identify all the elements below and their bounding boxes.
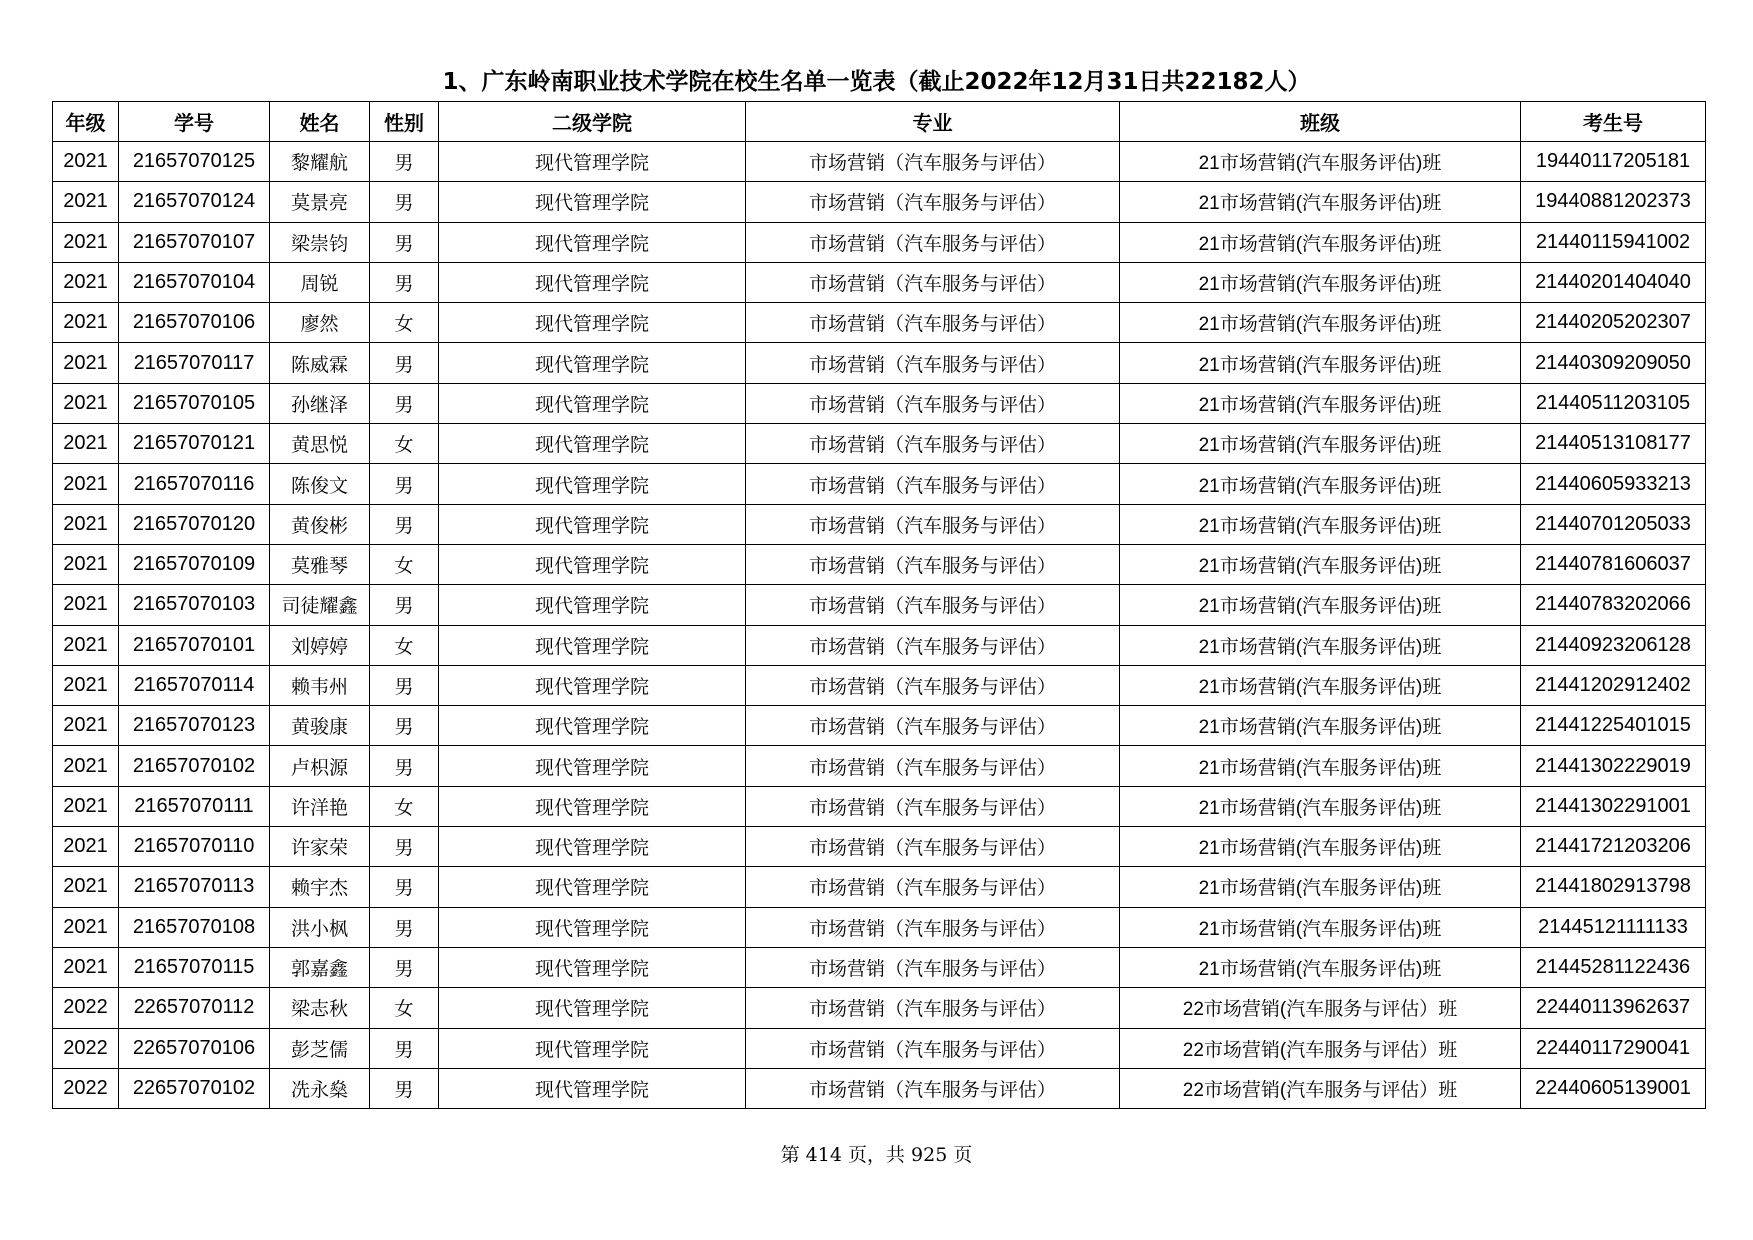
cell-class: 22市场营销(汽车服务与评估）班 [1120,988,1521,1028]
cell-class: 21市场营销(汽车服务评估)班 [1120,585,1521,625]
table-row [53,867,1706,907]
cell-class: 21市场营销(汽车服务评估)班 [1120,383,1521,423]
cell-college: 现代管理学院 [439,544,746,584]
cell-name: 孙继泽 [270,383,370,423]
cell-student-id: 21657070115 [119,947,270,987]
table-row [53,383,1706,423]
cell-name: 黄骏康 [270,706,370,746]
cell-name: 郭嘉鑫 [270,947,370,987]
cell-student-id: 21657070105 [119,383,270,423]
cell-major: 市场营销（汽车服务与评估） [746,182,1120,222]
table-row [53,786,1706,826]
table-row [53,262,1706,302]
cell-class: 21市场营销(汽车服务评估)班 [1120,142,1521,182]
cell-student-id: 21657070121 [119,424,270,464]
cell-grade: 2022 [53,988,119,1028]
cell-student-id: 21657070124 [119,182,270,222]
cell-major: 市场营销（汽车服务与评估） [746,706,1120,746]
cell-grade: 2021 [53,827,119,867]
cell-class: 21市场营销(汽车服务评估)班 [1120,343,1521,383]
table-row [53,988,1706,1028]
cell-name: 梁崇钧 [270,222,370,262]
cell-class: 21市场营销(汽车服务评估)班 [1120,464,1521,504]
cell-grade: 2021 [53,907,119,947]
table-row [53,947,1706,987]
cell-grade: 2021 [53,424,119,464]
cell-student-id: 21657070113 [119,867,270,907]
cell-exam-number: 21440781606037 [1521,544,1706,584]
cell-class: 22市场营销(汽车服务与评估）班 [1120,1028,1521,1068]
cell-name: 梁志秋 [270,988,370,1028]
cell-gender: 男 [370,746,439,786]
cell-class: 21市场营销(汽车服务评估)班 [1120,544,1521,584]
cell-college: 现代管理学院 [439,665,746,705]
page-number-footer: 第 414 页，共 925 页 [780,1144,973,1166]
cell-gender: 男 [370,182,439,222]
cell-grade: 2021 [53,504,119,544]
cell-college: 现代管理学院 [439,786,746,826]
table-row [53,504,1706,544]
cell-major: 市场营销（汽车服务与评估） [746,504,1120,544]
cell-grade: 2021 [53,786,119,826]
cell-college: 现代管理学院 [439,1068,746,1108]
cell-name: 卢枳源 [270,746,370,786]
cell-name: 赖韦州 [270,665,370,705]
cell-gender: 男 [370,867,439,907]
cell-college: 现代管理学院 [439,1028,746,1068]
cell-student-id: 22657070112 [119,988,270,1028]
cell-major: 市场营销（汽车服务与评估） [746,1028,1120,1068]
cell-major: 市场营销（汽车服务与评估） [746,827,1120,867]
cell-name: 赖宇杰 [270,867,370,907]
cell-student-id: 21657070114 [119,665,270,705]
header-major: 专业 [746,102,1120,142]
cell-grade: 2021 [53,383,119,423]
cell-class: 21市场营销(汽车服务评估)班 [1120,262,1521,302]
cell-exam-number: 21440309209050 [1521,343,1706,383]
cell-major: 市场营销（汽车服务与评估） [746,947,1120,987]
cell-grade: 2021 [53,182,119,222]
cell-name: 莫雅琴 [270,544,370,584]
cell-major: 市场营销（汽车服务与评估） [746,665,1120,705]
cell-gender: 男 [370,222,439,262]
cell-student-id: 22657070102 [119,1068,270,1108]
cell-student-id: 21657070120 [119,504,270,544]
cell-name: 黄思悦 [270,424,370,464]
cell-exam-number: 22440117290041 [1521,1028,1706,1068]
cell-student-id: 21657070102 [119,746,270,786]
cell-gender: 男 [370,947,439,987]
cell-gender: 女 [370,786,439,826]
cell-grade: 2021 [53,142,119,182]
cell-grade: 2022 [53,1068,119,1108]
cell-exam-number: 21440923206128 [1521,625,1706,665]
cell-exam-number: 21440115941002 [1521,222,1706,262]
cell-class: 21市场营销(汽车服务评估)班 [1120,706,1521,746]
cell-class: 21市场营销(汽车服务评估)班 [1120,947,1521,987]
cell-college: 现代管理学院 [439,706,746,746]
cell-major: 市场营销（汽车服务与评估） [746,464,1120,504]
cell-grade: 2021 [53,343,119,383]
cell-student-id: 21657070108 [119,907,270,947]
cell-gender: 男 [370,665,439,705]
cell-college: 现代管理学院 [439,585,746,625]
table-row [53,182,1706,222]
cell-name: 洪小枫 [270,907,370,947]
cell-college: 现代管理学院 [439,464,746,504]
cell-class: 21市场营销(汽车服务评估)班 [1120,907,1521,947]
cell-name: 冼永燊 [270,1068,370,1108]
cell-grade: 2021 [53,625,119,665]
cell-grade: 2021 [53,544,119,584]
cell-major: 市场营销（汽车服务与评估） [746,625,1120,665]
cell-student-id: 21657070107 [119,222,270,262]
table-row [53,424,1706,464]
cell-gender: 女 [370,544,439,584]
cell-major: 市场营销（汽车服务与评估） [746,262,1120,302]
cell-major: 市场营销（汽车服务与评估） [746,867,1120,907]
cell-college: 现代管理学院 [439,907,746,947]
table-row [53,625,1706,665]
cell-exam-number: 21440783202066 [1521,585,1706,625]
cell-exam-number: 19440881202373 [1521,182,1706,222]
cell-name: 周锐 [270,262,370,302]
cell-class: 21市场营销(汽车服务评估)班 [1120,625,1521,665]
cell-exam-number: 21440701205033 [1521,504,1706,544]
student-roster-table [52,101,1706,1109]
cell-exam-number: 21441302229019 [1521,746,1706,786]
cell-exam-number: 22440113962637 [1521,988,1706,1028]
cell-grade: 2022 [53,1028,119,1068]
cell-grade: 2021 [53,262,119,302]
cell-gender: 男 [370,142,439,182]
header-college: 二级学院 [439,102,746,142]
cell-major: 市场营销（汽车服务与评估） [746,544,1120,584]
cell-class: 21市场营销(汽车服务评估)班 [1120,182,1521,222]
cell-gender: 女 [370,303,439,343]
cell-name: 黎耀航 [270,142,370,182]
cell-college: 现代管理学院 [439,343,746,383]
cell-grade: 2021 [53,222,119,262]
header-grade: 年级 [53,102,119,142]
cell-gender: 男 [370,1068,439,1108]
cell-gender: 男 [370,827,439,867]
table-body [53,142,1706,1109]
cell-exam-number: 21441802913798 [1521,867,1706,907]
cell-student-id: 21657070106 [119,303,270,343]
cell-name: 彭芝儒 [270,1028,370,1068]
cell-major: 市场营销（汽车服务与评估） [746,424,1120,464]
cell-student-id: 21657070103 [119,585,270,625]
cell-class: 21市场营销(汽车服务评估)班 [1120,303,1521,343]
cell-major: 市场营销（汽车服务与评估） [746,786,1120,826]
cell-gender: 男 [370,706,439,746]
cell-college: 现代管理学院 [439,947,746,987]
cell-major: 市场营销（汽车服务与评估） [746,142,1120,182]
cell-gender: 女 [370,625,439,665]
cell-name: 许洋艳 [270,786,370,826]
table-row [53,544,1706,584]
cell-grade: 2021 [53,706,119,746]
cell-gender: 男 [370,1028,439,1068]
cell-exam-number: 21441721203206 [1521,827,1706,867]
cell-college: 现代管理学院 [439,867,746,907]
cell-student-id: 21657070123 [119,706,270,746]
cell-gender: 男 [370,383,439,423]
cell-gender: 男 [370,585,439,625]
cell-grade: 2021 [53,665,119,705]
table-row [53,464,1706,504]
cell-exam-number: 21440511203105 [1521,383,1706,423]
cell-name: 莫景亮 [270,182,370,222]
cell-class: 21市场营销(汽车服务评估)班 [1120,665,1521,705]
cell-major: 市场营销（汽车服务与评估） [746,343,1120,383]
cell-college: 现代管理学院 [439,142,746,182]
cell-exam-number: 21441302291001 [1521,786,1706,826]
cell-college: 现代管理学院 [439,424,746,464]
table-row [53,1068,1706,1108]
cell-college: 现代管理学院 [439,182,746,222]
document-title: 1、广东岭南职业技术学院在校生名单一览表（截止2022年12月31日共22182人） [442,69,1311,95]
cell-college: 现代管理学院 [439,746,746,786]
cell-name: 陈威霖 [270,343,370,383]
cell-student-id: 21657070111 [119,786,270,826]
cell-exam-number: 21440513108177 [1521,424,1706,464]
table-row [53,343,1706,383]
table-row [53,222,1706,262]
cell-exam-number: 22440605139001 [1521,1068,1706,1108]
cell-name: 陈俊文 [270,464,370,504]
table-row [53,303,1706,343]
cell-major: 市场营销（汽车服务与评估） [746,1068,1120,1108]
cell-class: 21市场营销(汽车服务评估)班 [1120,222,1521,262]
cell-college: 现代管理学院 [439,303,746,343]
cell-major: 市场营销（汽车服务与评估） [746,222,1120,262]
cell-student-id: 21657070101 [119,625,270,665]
cell-major: 市场营销（汽车服务与评估） [746,585,1120,625]
cell-gender: 男 [370,464,439,504]
cell-gender: 女 [370,424,439,464]
table-row [53,585,1706,625]
cell-college: 现代管理学院 [439,222,746,262]
cell-gender: 男 [370,262,439,302]
cell-gender: 女 [370,988,439,1028]
table-row [53,907,1706,947]
cell-major: 市场营销（汽车服务与评估） [746,303,1120,343]
cell-grade: 2021 [53,746,119,786]
cell-exam-number: 21441202912402 [1521,665,1706,705]
header-student-id: 学号 [119,102,270,142]
cell-class: 21市场营销(汽车服务评估)班 [1120,424,1521,464]
header-exam-number: 考生号 [1521,102,1706,142]
header-gender: 性别 [370,102,439,142]
cell-student-id: 22657070106 [119,1028,270,1068]
cell-grade: 2021 [53,303,119,343]
cell-grade: 2021 [53,585,119,625]
cell-college: 现代管理学院 [439,262,746,302]
cell-gender: 男 [370,504,439,544]
table-header-row [53,102,1706,142]
cell-name: 廖然 [270,303,370,343]
table-row [53,746,1706,786]
cell-college: 现代管理学院 [439,383,746,423]
cell-grade: 2021 [53,947,119,987]
cell-gender: 男 [370,343,439,383]
table-row [53,142,1706,182]
cell-student-id: 21657070110 [119,827,270,867]
cell-name: 刘婷婷 [270,625,370,665]
cell-exam-number: 21445281122436 [1521,947,1706,987]
cell-major: 市场营销（汽车服务与评估） [746,746,1120,786]
cell-college: 现代管理学院 [439,827,746,867]
cell-class: 21市场营销(汽车服务评估)班 [1120,786,1521,826]
cell-class: 22市场营销(汽车服务与评估）班 [1120,1068,1521,1108]
table-row [53,665,1706,705]
table-row [53,706,1706,746]
header-name: 姓名 [270,102,370,142]
cell-exam-number: 21440605933213 [1521,464,1706,504]
cell-class: 21市场营销(汽车服务评估)班 [1120,504,1521,544]
cell-major: 市场营销（汽车服务与评估） [746,988,1120,1028]
cell-major: 市场营销（汽车服务与评估） [746,907,1120,947]
cell-college: 现代管理学院 [439,988,746,1028]
cell-class: 21市场营销(汽车服务评估)班 [1120,827,1521,867]
cell-name: 许家荣 [270,827,370,867]
table-row [53,827,1706,867]
cell-exam-number: 21440205202307 [1521,303,1706,343]
cell-exam-number: 21440201404040 [1521,262,1706,302]
cell-name: 司徒耀鑫 [270,585,370,625]
cell-class: 21市场营销(汽车服务评估)班 [1120,746,1521,786]
cell-grade: 2021 [53,867,119,907]
cell-college: 现代管理学院 [439,625,746,665]
table-row [53,1028,1706,1068]
cell-exam-number: 21445121111133 [1521,907,1706,947]
cell-major: 市场营销（汽车服务与评估） [746,383,1120,423]
cell-exam-number: 21441225401015 [1521,706,1706,746]
cell-name: 黄俊彬 [270,504,370,544]
cell-student-id: 21657070116 [119,464,270,504]
cell-grade: 2021 [53,464,119,504]
cell-college: 现代管理学院 [439,504,746,544]
cell-exam-number: 19440117205181 [1521,142,1706,182]
cell-gender: 男 [370,907,439,947]
cell-class: 21市场营销(汽车服务评估)班 [1120,867,1521,907]
cell-student-id: 21657070125 [119,142,270,182]
cell-student-id: 21657070109 [119,544,270,584]
cell-student-id: 21657070104 [119,262,270,302]
header-class: 班级 [1120,102,1521,142]
cell-student-id: 21657070117 [119,343,270,383]
